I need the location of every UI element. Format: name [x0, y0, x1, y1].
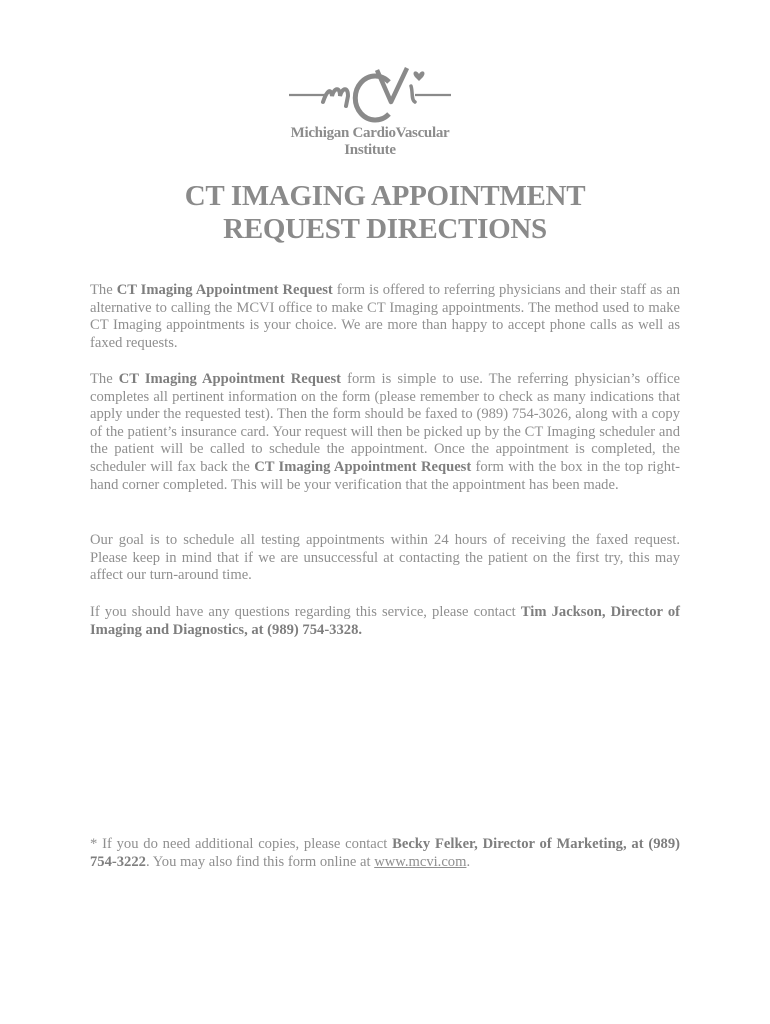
mcvi-logo-mark — [285, 62, 455, 124]
p5-bold-1: Becky Felker, Director of Marketing, at (989) 754-3222 — [90, 836, 680, 870]
p2-bold-1: CT Imaging Appointment Request — [118, 371, 342, 387]
p4-text-1: If you should have any questions regarding this service, please contact — [90, 604, 521, 620]
p5-text-2: . You may also find this form online at — [145, 853, 375, 870]
website-link[interactable]: www.mcvi.com — [374, 853, 467, 870]
p2-bold-2: CT Imaging Appointment Request — [254, 458, 472, 475]
page-title — [0, 180, 770, 246]
p1-bold-1: CT Imaging Appointment Request — [116, 282, 333, 298]
title-line-1: CT IMAGING APPOINTMENT — [184, 180, 586, 212]
title-line-2: REQUEST DIRECTIONS — [223, 213, 547, 245]
logo-org-name: Michigan CardioVascular — [290, 125, 450, 141]
p2-text-3: form with the box in the top right-hand corner completed. This will be your verification that the appointment has been made. — [90, 458, 680, 493]
paragraph-intro — [90, 282, 680, 352]
p5-text-1: * If you do need additional copies, please contact — [90, 836, 393, 852]
p3-text-1: Our goal is to schedule all testing appointments within 24 hours of receiving the faxed request. Please keep in mind that if we are unsuccessful at contacting the patient on the first try, this may affect our turn-around time. — [90, 532, 680, 584]
p4-bold-1: Tim Jackson, Director of Imaging and Diagnostics, at (989) 754-3328. — [90, 604, 680, 638]
p1-text-1: The — [90, 282, 117, 298]
footnote-copies — [90, 836, 680, 871]
logo-org-name-2: Institute — [344, 142, 396, 158]
p1-text-2: form is offered to referring physicians and their staff as an alternative to calling the MCVI office to make CT Imaging appointments. The method used to make CT Imaging appointments is your choice. We are more than happy to accept phone calls as well as faxed requests. — [90, 282, 680, 351]
mcvi-logo — [285, 62, 455, 157]
p2-text-2: form is simple to use. The referring physician’s office completes all pertinent information on the form (please remember to check as many indications that apply under the requested test). Then the form should be faxed to (989) 754-3026, along with a copy of the patient’s insurance card. Your request will then be picked up by the CT Imaging scheduler and the patient will be called to schedule the appointment. Once the appointment is completed, the scheduler will fax back the — [90, 371, 681, 475]
p5-text-3: . — [466, 853, 471, 870]
paragraph-goal — [90, 532, 680, 585]
p2-text-1: The — [90, 371, 119, 387]
paragraph-contact — [90, 604, 680, 639]
paragraph-usage — [90, 371, 680, 494]
